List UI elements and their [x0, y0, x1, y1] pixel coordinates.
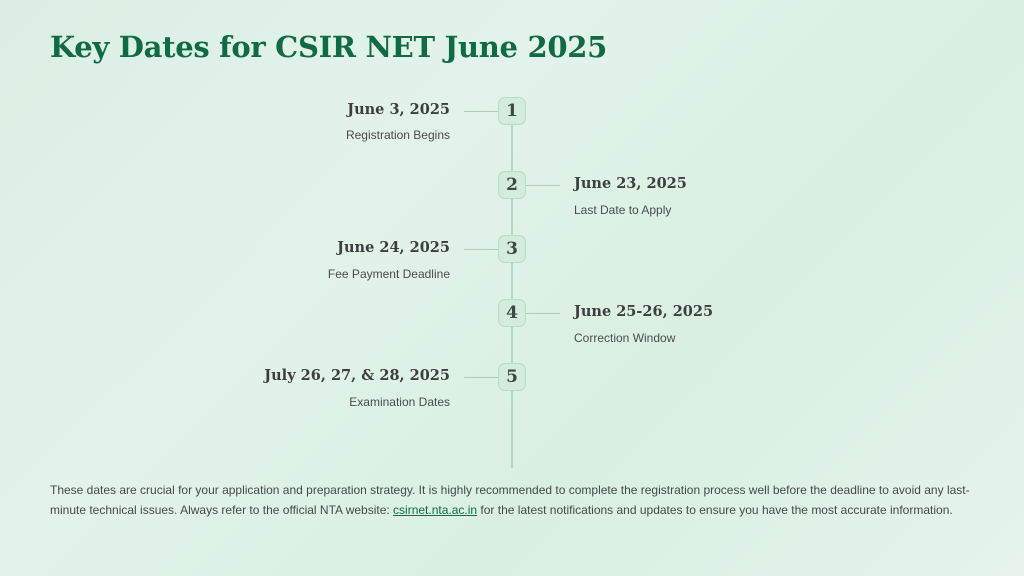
timeline-date: June 24, 2025 [337, 239, 450, 256]
timeline-label: Correction Window [574, 331, 676, 345]
timeline-axis [511, 111, 513, 468]
timeline-label: Fee Payment Deadline [327, 267, 450, 281]
footer-text-before: These dates are crucial for your application and preparation strategy. It is highly recommended to complete the registration process well before the deadline to avoid any last-minute technical issues. Always refer to the official NTA website: [50, 483, 970, 517]
timeline-connector [464, 249, 498, 250]
timeline-connector [526, 185, 560, 186]
timeline-connector [526, 313, 560, 314]
timeline-node: 4 [498, 299, 526, 327]
nta-website-link[interactable]: csirnet.nta.ac.in [393, 503, 478, 517]
timeline-node: 3 [498, 235, 526, 263]
timeline-date: June 3, 2025 [347, 101, 450, 118]
timeline-label: Registration Begins [345, 128, 450, 142]
timeline-date: July 26, 27, & 28, 2025 [264, 367, 450, 384]
timeline-label: Examination Dates [349, 395, 450, 409]
timeline-node: 1 [498, 97, 526, 125]
page-title: Key Dates for CSIR NET June 2025 [50, 30, 607, 64]
timeline-label: Last Date to Apply [574, 203, 672, 217]
footer-text-after: for the latest notifications and updates to ensure you have the most accurate information. [477, 503, 953, 517]
timeline-connector [464, 111, 498, 112]
timeline-connector [464, 377, 498, 378]
timeline-node: 5 [498, 363, 526, 391]
timeline-node: 2 [498, 171, 526, 199]
timeline-date: June 25-26, 2025 [574, 303, 714, 320]
footer-note [50, 480, 980, 520]
timeline-date: June 23, 2025 [574, 175, 687, 192]
